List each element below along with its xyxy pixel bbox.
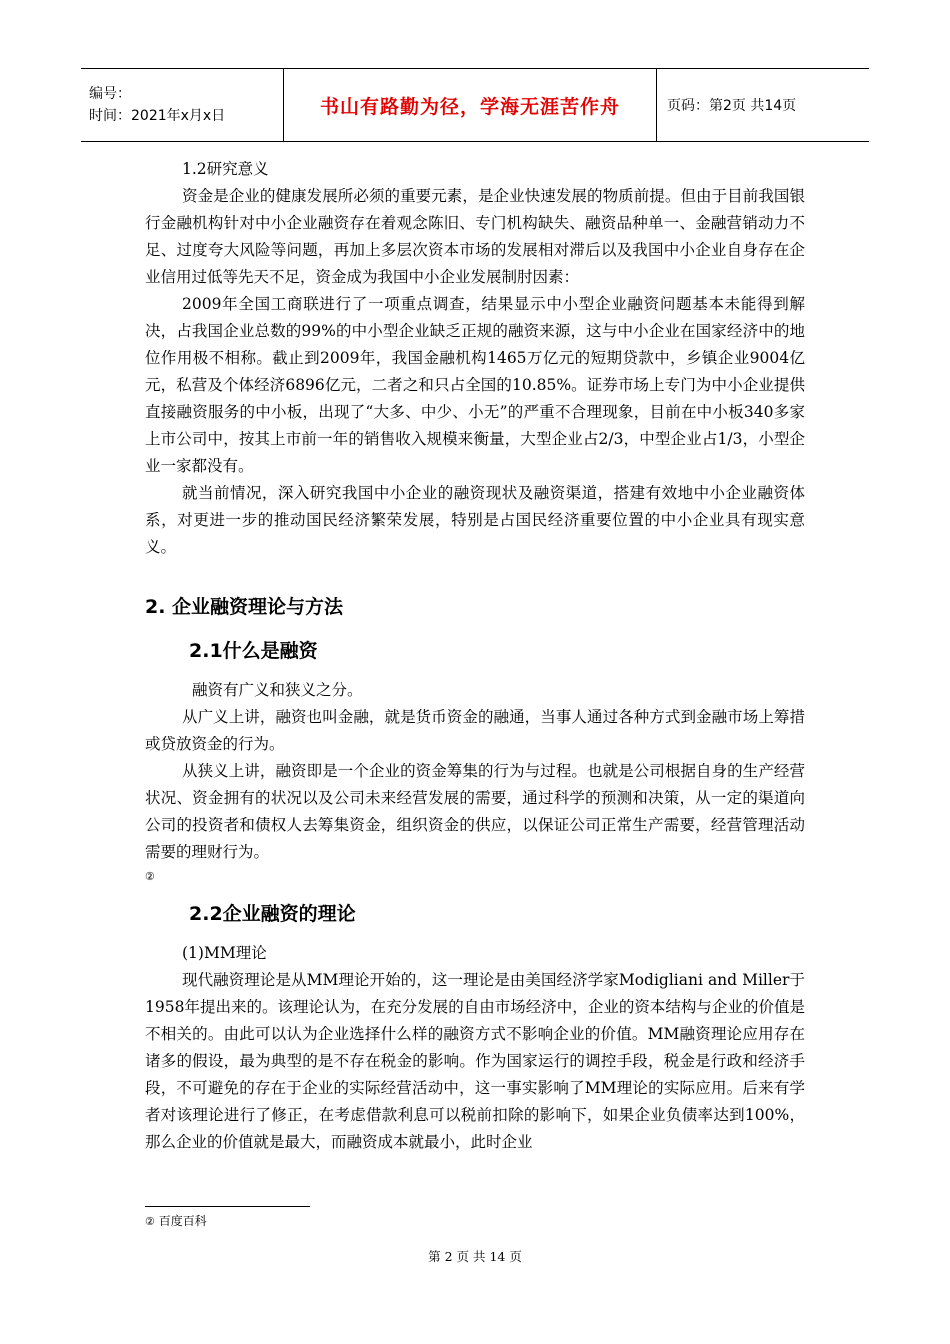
subheading-mm-theory: (1)MM理论 [182, 944, 267, 962]
paragraph: 资金是企业的健康发展所必须的重要元素，是企业快速发展的物质前提。但由于目前我国银行金融机构针对中小企业融资存在着观念陈旧、专门机构缺失、融资品种单一、金融营销动力不足、过度夸大风险等问题，再加上多层次资本市场的发展相对滞后以及我国中小企业自身存在企业信用过低等先天不足，资金成为我国中小企业发展制肘因素： [145, 187, 805, 286]
date-label: 时间：2021年x月x日 [89, 108, 226, 124]
header-motto-cell [283, 69, 657, 141]
footnote-divider [145, 1206, 310, 1207]
document-header [81, 68, 869, 142]
number-label: 编号： [89, 86, 131, 102]
paragraph: 从广义上讲，融资也叫金融，就是货币资金的融通，当事人通过各种方式到金融市场上筹措或贷放资金的行为。 [145, 708, 805, 753]
header-meta [81, 69, 283, 141]
section-heading-2: 2. 企业融资理论与方法 [145, 596, 344, 618]
section-heading-2-1: 2.1什么是融资 [189, 640, 318, 662]
section-heading-1-2: 1.2研究意义 [182, 160, 269, 178]
footnote-text: 百度百科 [154, 1214, 207, 1228]
paragraph: 就当前情况，深入研究我国中小企业的融资现状及融资渠道，搭建有效地中小企业融资体系，对更进一步的推动国民经济繁荣发展，特别是占国民经济重要位置的中小企业具有现实意义。 [145, 484, 805, 556]
header-page-info [657, 69, 869, 141]
section-heading-2-2: 2.2企业融资的理论 [189, 903, 356, 925]
footnote-reference [145, 866, 805, 886]
motto: 书山有路勤为径，学海无涯苦作舟 [319, 95, 620, 118]
paragraph: 从狭义上讲，融资即是一个企业的资金筹集的行为与过程。也就是公司根据自身的生产经营状况、资金拥有的状况以及公司未来经营发展的需要，通过科学的预测和决策，从一定的渠道向公司的投资者和债权人去筹集资金，组织资金的供应，以保证公司正常生产需要，经营管理活动需要的理财行为。 [145, 762, 805, 861]
paragraph: 2009年全国工商联进行了一项重点调查，结果显示中小型企业融资问题基本未能得到解决，占我国企业总数的99%的中小型企业缺乏正规的融资来源，这与中小企业在国家经济中的地位作用极不相称。截止到2009年，我国金融机构1465万亿元的短期贷款中，乡镇企业9004亿元，私营及个体经济6896亿元，二者之和只占全国的10.85%。证券市场上专门为中小企业提供直接融资服务的中小板，出现了“大多、中少、小无”的严重不合理现象，目前在中小板340多家上市公司中，按其上市前一年的销售收入规模来衡量，大型企业占2/3，中型企业占1/3，小型企业一家都没有。 [145, 295, 805, 475]
paragraph: 融资有广义和狭义之分。 [192, 681, 363, 699]
document-body [145, 156, 805, 1156]
footnote [145, 1212, 207, 1229]
paragraph: 现代融资理论是从MM理论开始的，这一理论是由美国经济学家Modigliani and Miller于1958年提出来的。该理论认为，在充分发展的自由市场经济中，企业的资本结构与企业的价值是不相关的。由此可以认为企业选择什么样的融资方式不影响企业的价值。MM融资理论应用存在诸多的假设，最为典型的是不存在税金的影响。作为国家运行的调控手段，税金是行政和经济手段，不可避免的存在于企业的实际经营活动中，这一事实影响了MM理论的实际应用。后来有学者对该理论进行了修正，在考虑借款利息可以税前扣除的影响下，如果企业负债率达到100%，那么企业的价值就是最大，而融资成本就最小，此时企业 [145, 971, 805, 1151]
page-footer: 第 2 页 共 14 页 [428, 1249, 522, 1264]
footnote-mark: ② [145, 870, 155, 883]
footnote-mark: ② [145, 1215, 155, 1228]
page-info: 页码：第2页 共14页 [667, 98, 797, 114]
